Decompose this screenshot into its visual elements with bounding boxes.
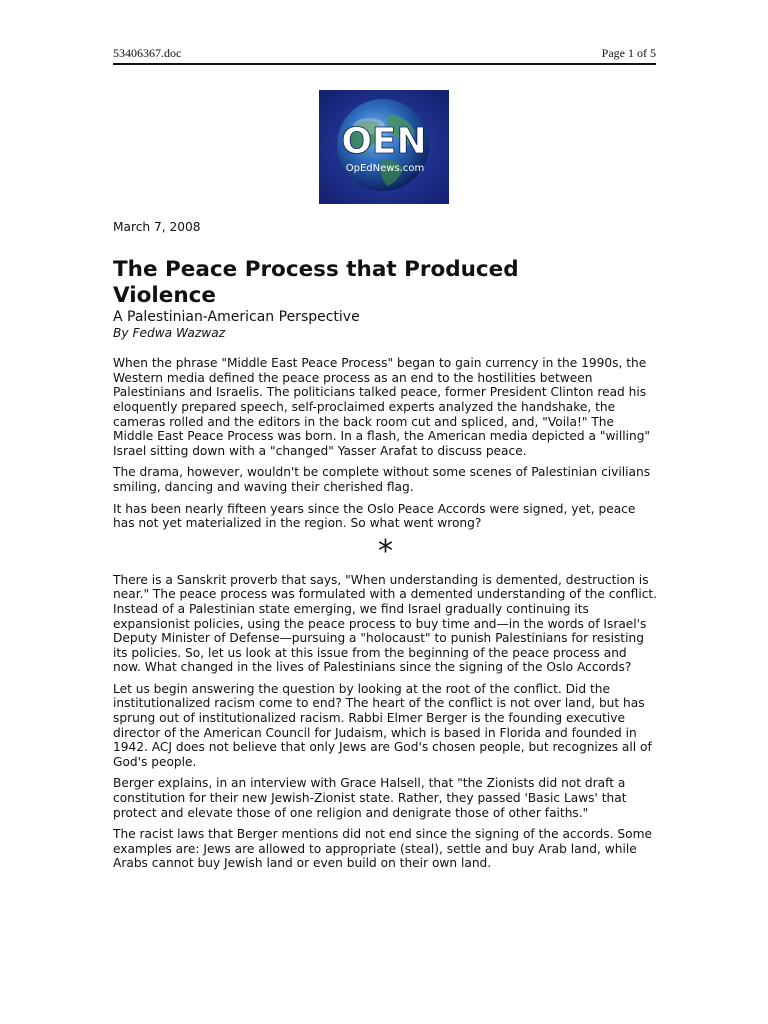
paragraph: Berger explains, in an interview with Grace Halsell, that "the Zionists did not draft a constitution for their new Jewish-Zionist state. Rather, they passed 'Basic Laws' that protect and elevate those of one religion and denigrate those of other faiths." (113, 776, 627, 820)
page-number: Page 1 of 5 (601, 46, 656, 60)
article-title (113, 257, 658, 309)
document-filename: 53406367.doc (113, 46, 182, 60)
header-rule (113, 63, 656, 65)
article-title-line-1: The Peace Process that Produced (113, 256, 519, 282)
article-byline: By Fedwa Wazwaz (113, 325, 226, 340)
paragraph: It has been nearly fifteen years since the Oslo Peace Accords were signed, yet, peace has not yet materialized in the region. So what went wrong? (113, 501, 636, 531)
article-title-line-2: Violence (113, 282, 216, 308)
article-date: March 7, 2008 (113, 220, 201, 234)
page-header (113, 44, 656, 66)
paragraph: Let us begin answering the question by looking at the root of the conflict. Did the institutionalized racism come to end? The heart of the conflict is not over land, but has sprung out of institutionalized racism. Rabbi Elmer Berger is the founding executive director of the American Council for Judaism, which is based in Florida and founded in 1942. ACJ does not believe that only Jews are God's chosen people, but recognizes all of God's people. (113, 681, 652, 769)
logo-sub-text: OpEdNews.com (345, 163, 425, 174)
article-body (113, 220, 658, 878)
logo-main-text: OEN (341, 121, 427, 162)
paragraph: When the phrase "Middle East Peace Process" began to gain currency in the 1990s, the Western media defined the peace process as an end to the hostilities between Palestinians and Israelis. The politicians talked peace, former President Clinton read his eloquently prepared speech, self-proclaimed experts analyzed the handshake, the cameras rolled and the editors in the back room cut and spliced, and, "Voila!" The Middle East Peace Process was born. In a flash, the American media depicted a "willing" Israel sitting down with a "changed" Yasser Arafat to discuss peace. (113, 356, 651, 458)
paragraph: The racist laws that Berger mentions did not end since the signing of the accords. Some examples are: Jews are allowed to appropriate (steal), settle and buy Arab land, while Arabs cannot buy Jewish land or even build on their own land. (113, 827, 652, 871)
article-subtitle: A Palestinian-American Perspective (113, 308, 360, 325)
paragraph: The drama, however, wouldn't be complete without some scenes of Palestinian civilians smiling, dancing and waving their cherished flag. (113, 465, 651, 494)
globe-logo-graphic (319, 90, 449, 204)
paragraph: There is a Sanskrit proverb that says, "When understanding is demented, destruction is near." The peace process was formulated with a demented understanding of the conflict. Instead of a Palestinian state emerging, we find Israel gradually continuing its expansionist policies, using the peace process to buy time and—in the words of Israel's Deputy Minister of Defense—pursuing a "holocaust" to punish Palestinians for resisting its policies. So, let us look at this issue from the beginning of the peace process and now. What changed in the lives of Palestinians since the signing of the Oslo Accords? (113, 572, 658, 675)
opednews-logo (319, 90, 449, 204)
section-separator: * (378, 533, 393, 569)
